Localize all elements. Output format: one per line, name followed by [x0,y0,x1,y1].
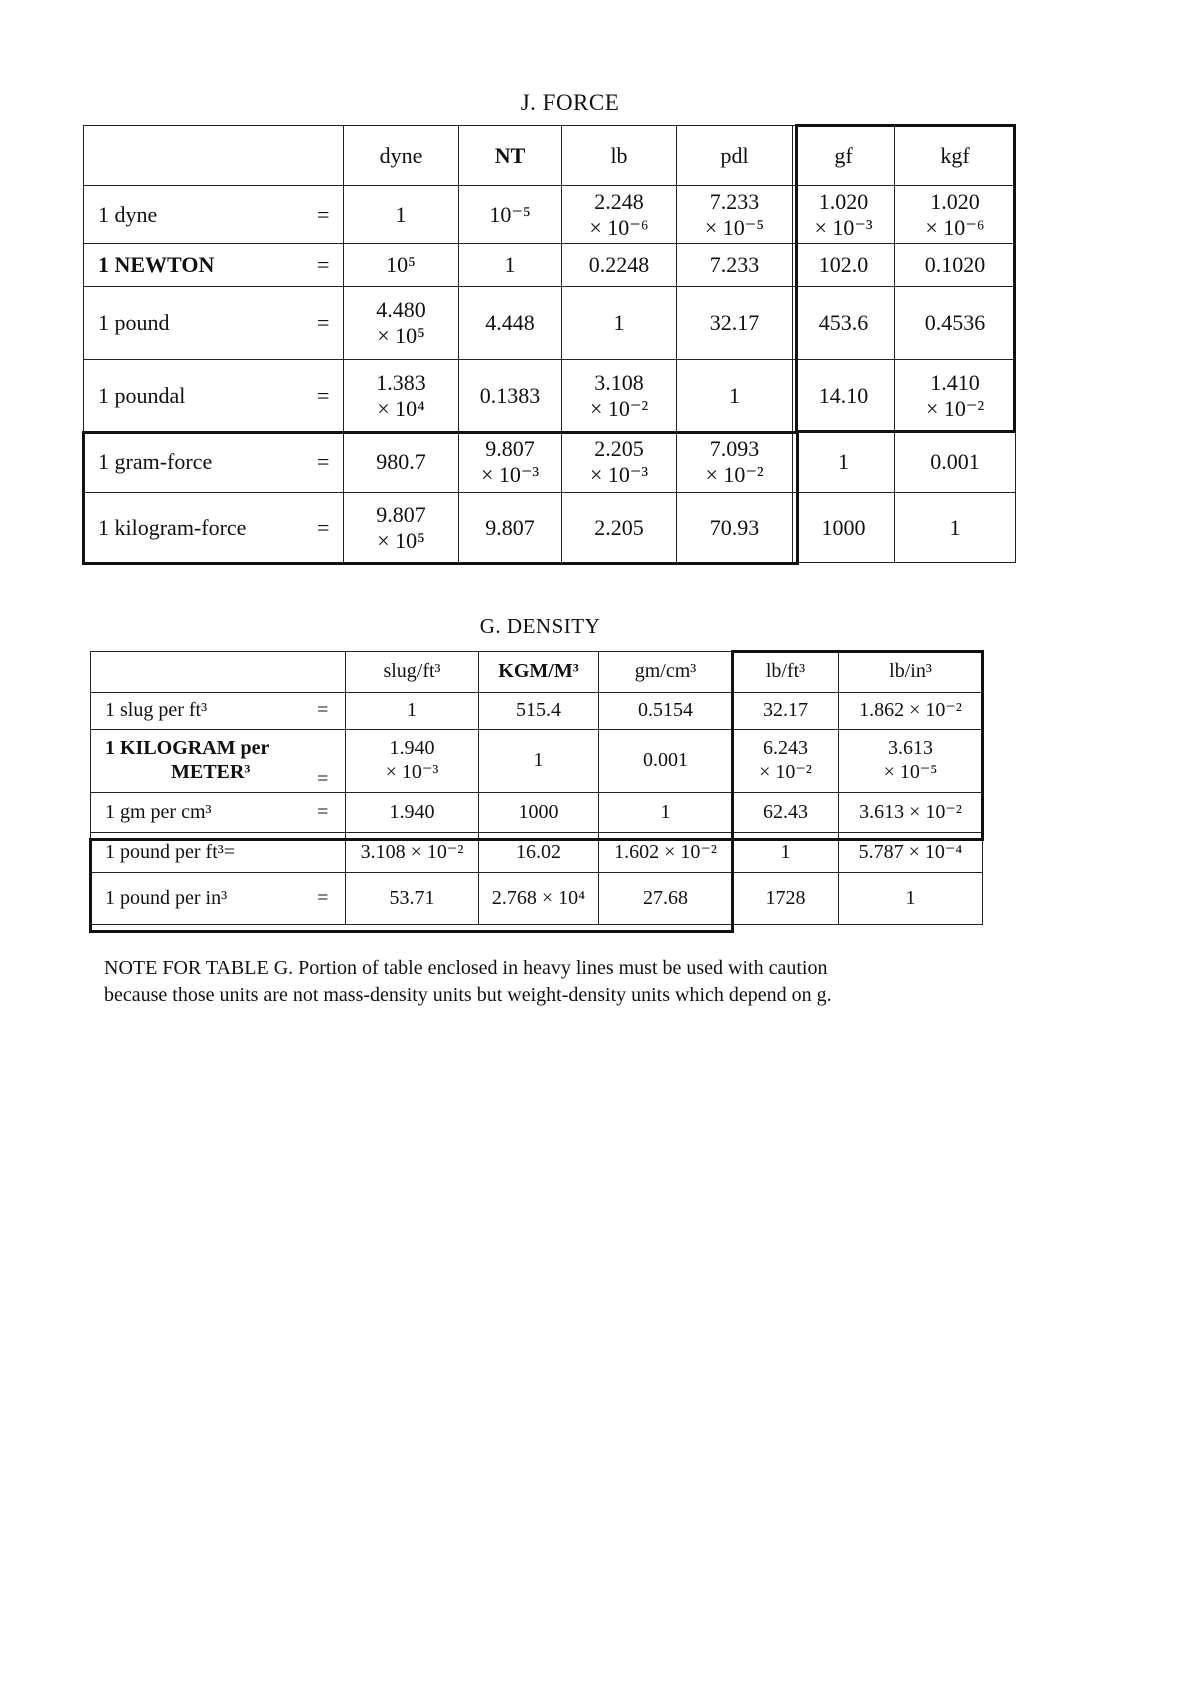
density-table [90,651,983,925]
table-cell-line: 0.4536 [924,310,986,336]
table-cell-line: 3.108 [594,369,644,395]
table-cell-line: 70.93 [709,514,760,540]
table-cell-line: × 10⁻⁶ [589,214,649,240]
table-cell [344,186,459,244]
table-cell-line: 1.410 [930,369,980,395]
table-cell-line: 1.020 [930,188,980,214]
column-header [599,652,733,693]
table-cell-line: 1 [905,886,916,909]
density-note [104,955,832,1009]
table-cell [839,693,983,730]
table-cell [895,186,1016,244]
table-cell-line: 0.1020 [924,252,986,278]
equals-sign: = [304,432,344,493]
table-cell-line: × 10⁻³ [480,462,540,487]
row-label-line: 1 NEWTON [98,252,215,278]
table-cell [459,244,562,287]
table-cell-line: 102.0 [818,252,869,278]
table-cell-line: 1 [729,382,740,408]
table-cell-line: 9.807 [376,501,426,527]
row-label [91,693,301,730]
row-label [84,244,304,287]
column-header [733,652,839,693]
equals-sign: = [304,360,344,432]
table-cell-line: 7.093 [709,436,760,462]
table-row [91,793,983,833]
column-header-line: lb/ft³ [765,660,806,683]
column-header-line: kgf [940,142,970,168]
row-label [84,432,304,493]
table-cell [677,493,793,563]
table-cell [562,360,677,432]
table-cell-line: 453.6 [818,310,869,336]
table-cell-line: 3.613 × 10⁻² [859,800,962,823]
table-cell-line: 1 [613,310,625,336]
table-cell-line: 1000 [821,514,866,540]
table-cell-line: × 10⁻⁶ [925,214,985,240]
table-cell-line: 32.17 [763,699,808,722]
table-cell [895,287,1016,360]
table-cell [599,833,733,873]
table-cell [346,793,479,833]
table-cell [895,360,1016,432]
table-cell-line: 62.43 [763,800,808,823]
header-corner [91,652,346,693]
table-row [84,493,1016,563]
table-cell-line: 1 [504,252,516,278]
table-cell-line: 1.020 [818,188,869,214]
table-cell-line: × 10⁵ [377,323,425,348]
table-cell [346,693,479,730]
equals-sign: = [301,873,346,925]
note-line-1: NOTE FOR TABLE G. Portion of table enclosed in heavy lines must be used with caution [104,957,828,979]
table-cell [793,360,895,432]
table-cell [677,432,793,493]
table-cell [895,432,1016,493]
column-header [677,126,793,186]
table-cell-line: 1 [949,514,961,540]
table-cell-line: 0.001 [930,449,980,475]
row-label-line: METER³ [171,761,251,783]
table-cell-line: × 10⁴ [377,395,425,421]
force-title: J. FORCE [520,90,620,115]
equals-sign: = [304,287,344,360]
equals-sign: = [301,793,346,833]
row-label [91,793,301,833]
equals-sign: = [301,730,346,793]
table-cell-line: 515.4 [516,699,561,722]
table-row [91,873,983,925]
column-header-line: NT [494,142,526,168]
table-cell-line: 1.940 [389,800,435,823]
table-cell [459,493,562,563]
column-header-line: KGM/M³ [498,660,579,683]
column-header [479,652,599,693]
table-cell [733,873,839,925]
column-header-line: gf [834,142,853,168]
table-cell-line: 5.787 × 10⁻⁴ [858,840,963,863]
table-cell-line: 7.233 [709,252,760,278]
table-cell-line: × 10⁵ [377,527,425,553]
row-label [84,287,304,360]
table-cell-line: 1 [780,840,791,863]
row-label-line: 1 poundal [98,382,186,408]
row-label-line: 1 KILOGRAM per [105,737,270,760]
table-cell-line: 1000 [518,800,559,823]
table-cell [344,244,459,287]
table-cell [479,730,599,793]
table-cell [479,793,599,833]
table-cell [599,873,733,925]
table-cell [677,360,793,432]
note-line-2: because those units are not mass-density units but weight-density units which depend on g. [104,984,832,1006]
table-cell-line: 1.940 [389,737,435,760]
table-cell [562,244,677,287]
table-cell-line: 2.768 × 10⁴ [491,886,586,909]
table-cell-line: × 10⁻⁵ [883,761,938,783]
table-cell [733,730,839,793]
table-row [84,287,1016,360]
table-cell-line: 1.383 [376,369,426,395]
table-cell-line: 32.17 [709,310,760,336]
table-cell [344,432,459,493]
table-cell-line: 4.480 [376,297,426,323]
table-cell [793,493,895,563]
table-cell-line: 1 [838,449,849,475]
column-header [793,126,895,186]
header-row [84,126,1016,186]
table-cell [344,493,459,563]
table-cell [677,186,793,244]
force-table [83,125,1016,563]
equals-sign: = [304,493,344,563]
table-cell [562,493,677,563]
table-row [91,833,983,873]
table-cell-line: 14.10 [818,382,869,408]
table-cell-line: × 10⁻² [705,462,764,487]
equals-sign [301,833,346,873]
table-cell-line: 53.71 [389,886,435,909]
table-cell-line: 9.807 [485,436,535,462]
table-cell [733,833,839,873]
table-cell [562,432,677,493]
table-cell-line: 7.233 [709,188,760,214]
table-cell-line: × 10⁻² [589,395,649,421]
table-row [84,360,1016,432]
table-cell [793,244,895,287]
table-cell [599,730,733,793]
table-cell-line: 0.1383 [479,382,541,408]
equals-sign: = [301,693,346,730]
row-label-line: 1 pound per in³ [105,886,228,909]
table-cell-line: × 10⁻⁵ [704,214,765,240]
table-cell-line: 1728 [765,886,806,909]
table-cell [895,244,1016,287]
row-label-line: 1 slug per ft³ [105,699,208,722]
row-label [84,493,304,563]
table-cell-line: 10⁵ [386,252,416,278]
table-cell-line: 1 [533,749,544,772]
row-label [84,186,304,244]
table-cell [599,693,733,730]
table-cell-line: 1.862 × 10⁻² [859,699,962,722]
table-row [91,730,983,793]
table-cell [793,432,895,493]
row-label-line: 1 pound [98,310,170,336]
table-cell [479,693,599,730]
column-header [346,652,479,693]
row-label [91,833,301,873]
table-cell-line: 2.205 [594,436,644,462]
table-cell-line: 6.243 [763,737,808,760]
table-cell [677,287,793,360]
table-cell [479,833,599,873]
table-row [84,244,1016,287]
table-cell [733,793,839,833]
row-label-line: 1 dyne [98,201,158,227]
table-cell [793,287,895,360]
table-cell-line: × 10⁻² [925,395,985,421]
row-label [91,873,301,925]
table-cell [839,730,983,793]
column-header [344,126,459,186]
table-row [91,693,983,730]
table-cell-line: 0.001 [643,749,688,772]
column-header-line: dyne [379,142,423,168]
table-cell [459,360,562,432]
column-header [562,126,677,186]
table-cell-line: 0.2248 [588,252,650,278]
table-cell [839,833,983,873]
table-cell-line: 27.68 [643,886,688,909]
table-cell [599,793,733,833]
table-cell-line: 16.02 [516,840,561,863]
row-label-line: 1 kilogram-force [98,514,247,540]
table-cell-line: 1 [660,800,671,823]
table-cell-line: 10⁻⁵ [489,201,531,227]
table-cell [344,360,459,432]
column-header-line: lb/in³ [889,660,932,683]
table-cell-line: 4.448 [485,310,535,336]
header-corner [84,126,344,186]
table-cell [346,873,479,925]
table-row [84,186,1016,244]
row-label [91,730,301,793]
table-cell [459,432,562,493]
table-cell-line: 3.613 [888,737,933,760]
table-cell [459,186,562,244]
table-cell-line: 1.602 × 10⁻² [614,840,717,863]
table-cell-line: × 10⁻³ [589,462,649,487]
table-cell-line: 3.108 × 10⁻² [360,840,464,863]
row-label-line: 1 gm per cm³ [105,800,212,823]
table-cell-line: × 10⁻³ [814,214,873,240]
header-row [91,652,983,693]
table-cell-line: 9.807 [485,514,535,540]
column-header [839,652,983,693]
table-cell-line: × 10⁻³ [385,761,439,783]
column-header-line: pdl [720,142,749,168]
column-header [895,126,1016,186]
table-cell [459,287,562,360]
table-cell [793,186,895,244]
table-cell [562,186,677,244]
table-cell [895,493,1016,563]
table-cell [677,244,793,287]
table-cell-line: × 10⁻² [759,761,812,783]
column-header [459,126,562,186]
table-cell [839,873,983,925]
row-label [84,360,304,432]
table-cell [562,287,677,360]
column-header-line: slug/ft³ [383,660,441,683]
table-row [84,432,1016,493]
table-cell-line: 1 [395,201,407,227]
row-label-line: 1 gram-force [98,449,213,475]
column-header-line: lb [610,142,628,168]
table-cell [479,873,599,925]
table-cell [733,693,839,730]
equals-sign: = [304,186,344,244]
table-cell-line: 1 [407,699,417,722]
table-cell-line: 2.248 [594,188,644,214]
table-cell [346,833,479,873]
table-cell [344,287,459,360]
table-cell [839,793,983,833]
table-cell [346,730,479,793]
table-cell-line: 0.5154 [638,699,693,722]
column-header-line: gm/cm³ [634,660,697,683]
row-label-line: 1 pound per ft³= [105,840,236,863]
equals-sign: = [304,244,344,287]
density-title: G. DENSITY [479,614,601,638]
table-cell-line: 2.205 [594,514,644,540]
table-cell-line: 980.7 [376,449,426,475]
